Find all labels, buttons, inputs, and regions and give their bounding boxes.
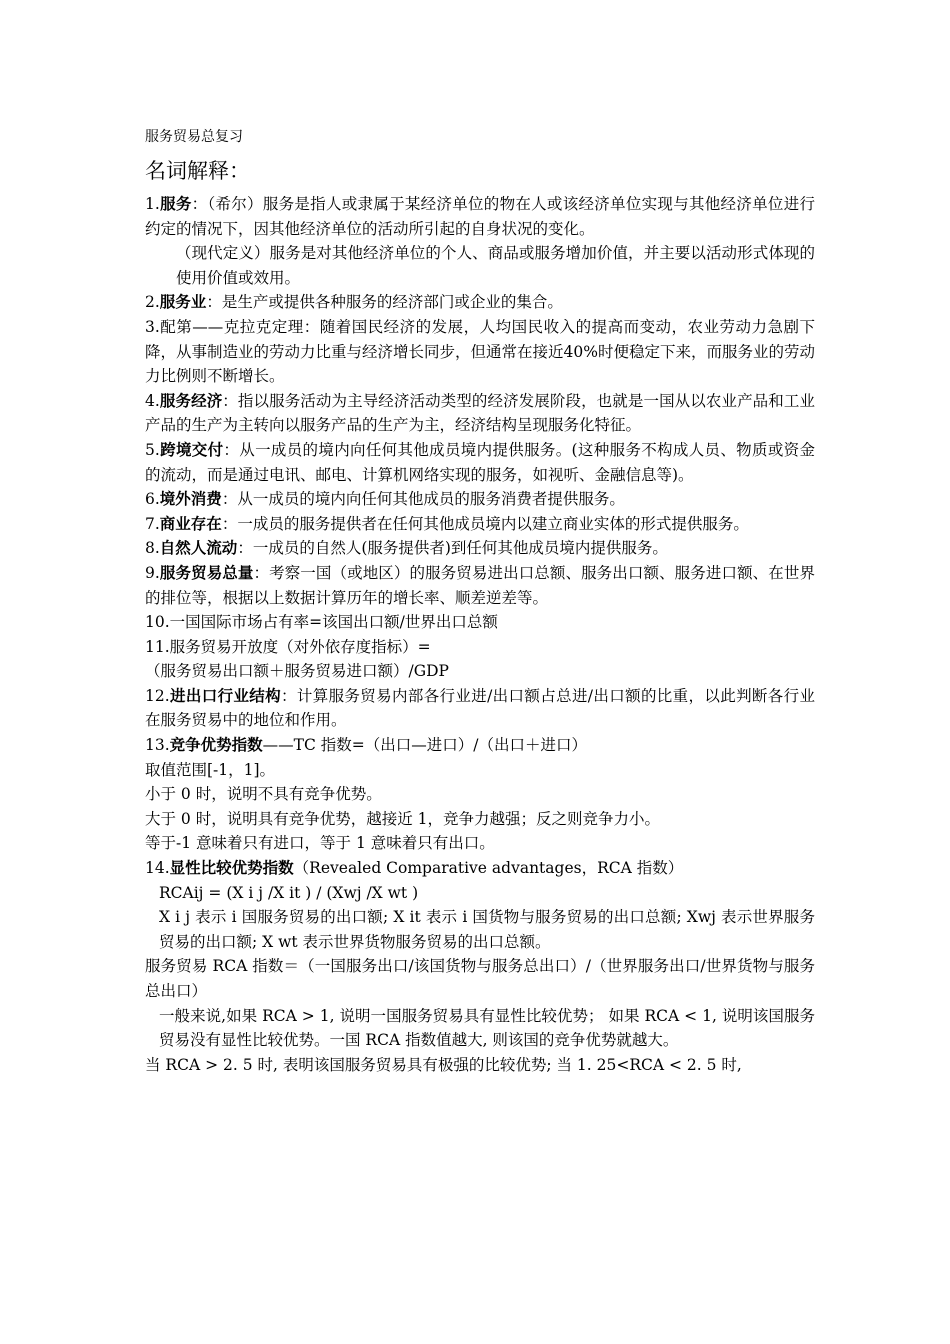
- term-trade-structure: 进出口行业结构: [169, 685, 281, 705]
- document-title: 服务贸易总复习: [145, 129, 243, 145]
- paragraph-9: 9.服务贸易总量：考察一国（或地区）的服务贸易进出口总额、服务出口额、服务进口额、在世界的排位等，根据以上数据计算历年的增长率、顺差逆差等。: [145, 562, 815, 607]
- paragraph-13b: 小于 0 时，说明不具有竞争优势。: [145, 785, 382, 804]
- paragraph-14c: 服务贸易 RCA 指数＝（一国服务出口/该国货物与服务总出口）/（世界服务出口/世界货物与服务总出口）: [145, 957, 815, 1000]
- paragraph-8: 8.自然人流动：一成员的自然人(服务提供者)到任何其他成员境内提供服务。: [145, 538, 668, 558]
- paragraph-5: 5.跨境交付：从一成员的境内向任何其他成员境内提供服务。(这种服务不构成人员、物质或资金的流动，而是通过电讯、邮电、计算机网络实现的服务，如视听、金融信息等)。: [145, 439, 815, 484]
- term-commercial-presence: 商业存在: [159, 513, 222, 533]
- term-movement-of-natural-persons: 自然人流动: [159, 538, 238, 558]
- paragraph-14d: 一般来说,如果 RCA > 1, 说明一国服务贸易具有显性比较优势； 如果 RCA < 1, 说明该国服务贸易没有显性比较优势。一国 RCA 指数值越大, 则该国的竞争优势就越大。: [159, 1006, 815, 1050]
- paragraph-7: 7.商业存在：一成员的服务提供者在任何其他成员境内以建立商业实体的形式提供服务。: [145, 513, 749, 533]
- paragraph-11b: （服务贸易出口额＋服务贸易进口额）/GDP: [145, 662, 449, 681]
- term-service-industry: 服务业: [159, 292, 207, 312]
- term-service: 服务: [159, 194, 192, 213]
- term-rca-index: 显性比较优势指数: [169, 858, 294, 878]
- paragraph-2: 2.服务业：是生产或提供各种服务的经济部门或企业的集合。: [145, 292, 563, 312]
- document-page: [145, 126, 815, 1077]
- paragraph-14e: 当 RCA > 2. 5 时, 表明该国服务贸易具有极强的比较优势; 当 1. 25<RCA < 2. 5 时,: [145, 1055, 742, 1074]
- paragraph-6: 6.境外消费：从一成员的境内向任何其他成员的服务消费者提供服务。: [145, 489, 625, 509]
- paragraph-3: 3.配第——克拉克定理：随着国民经济的发展，人均国民收入的提高而变动，农业劳动力急剧下降，从事制造业的劳动力比重与经济增长同步，但通常在接近40%时便稳定下来，而服务业的劳动力比例则不断增长。: [145, 317, 815, 386]
- paragraph-13a: 取值范围[-1，1]。: [145, 760, 276, 779]
- paragraph-1b: （现代定义）服务是对其他经济单位的个人、商品或服务增加价值，并主要以活动形式体现的使用价值或效用。: [176, 244, 815, 287]
- paragraph-1: 1.服务：（希尔）服务是指人或隶属于某经济单位的物在人或该经济单位实现与其他经济单位进行约定的情况下，因其他经济单位的活动所引起的自身状况的变化。: [145, 194, 815, 238]
- term-cross-border-supply: 跨境交付: [159, 439, 224, 459]
- section-heading: 名词解释：: [145, 159, 250, 183]
- paragraph-14b: X i j 表示 i 国服务贸易的出口额; X it 表示 i 国货物与服务贸易的出口总额; Xwj 表示世界服务贸易的出口额; X wt 表示世界货物服务贸易的出口总额。: [159, 908, 815, 951]
- paragraph-11a: 11.服务贸易开放度（对外依存度指标）=: [145, 637, 431, 656]
- paragraph-13c: 大于 0 时，说明具有竞争优势，越接近 1，竞争力越强；反之则竞争力小。: [145, 809, 661, 828]
- paragraph-13: 13.竞争优势指数——TC 指数=（出口—进口）/（出口＋进口）: [145, 735, 588, 755]
- paragraph-14: 14.显性比较优势指数（Revealed Comparative advantages，RCA 指数）: [145, 858, 684, 878]
- term-tc-index: 竞争优势指数: [169, 735, 263, 755]
- paragraph-4: 4.服务经济：指以服务活动为主导经济活动类型的经济发展阶段，也就是一国从以农业产品和工业产品的生产为主转向以服务产品的生产为主，经济结构呈现服务化特征。: [145, 390, 815, 435]
- term-total-trade-volume: 服务贸易总量: [159, 562, 254, 582]
- term-service-economy: 服务经济: [159, 390, 223, 410]
- paragraph-12: 12.进出口行业结构：计算服务贸易内部各行业进/出口额占总进/出口额的比重，以此判断各行业在服务贸易中的地位和作用。: [145, 685, 815, 730]
- formula-rca: RCAij = (X i j /X it ) / (Xwj /X wt ): [159, 883, 419, 902]
- paragraph-13d: 等于-1 意味着只有进口，等于 1 意味着只有出口。: [145, 834, 495, 853]
- paragraph-10: 10.一国国际市场占有率=该国出口额/世界出口总额: [145, 613, 498, 632]
- term-consumption-abroad: 境外消费: [159, 489, 222, 509]
